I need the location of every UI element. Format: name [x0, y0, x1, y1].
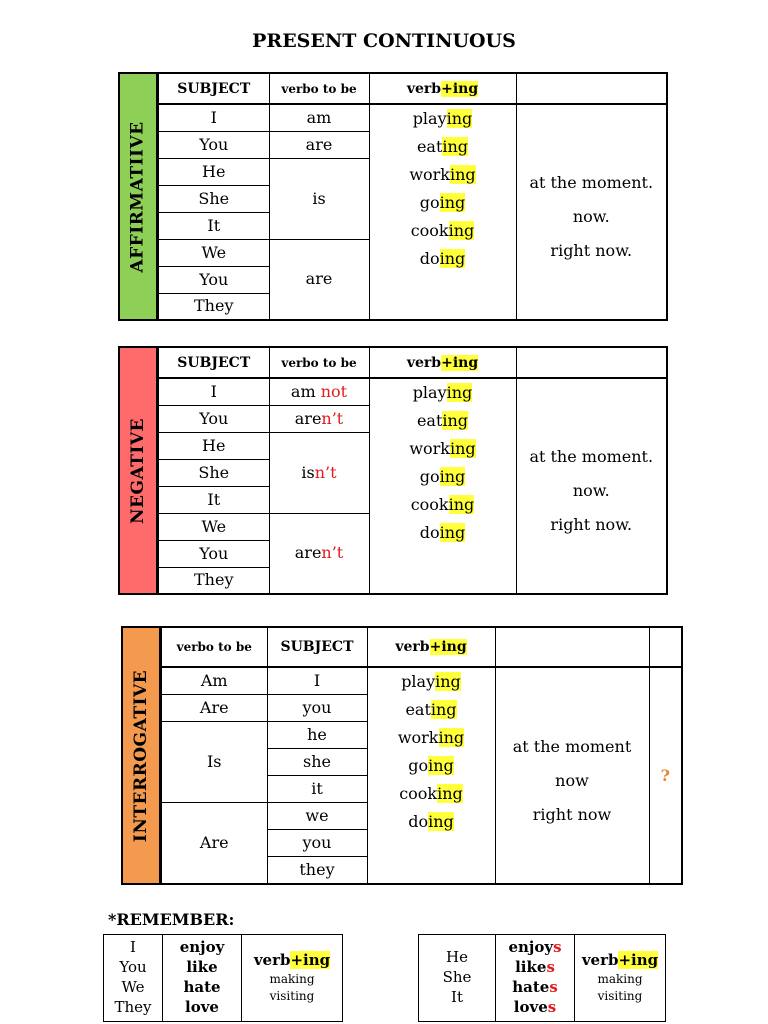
header-subject: SUBJECT: [158, 73, 269, 104]
to-be-cell: are: [269, 239, 369, 320]
subject-cell: we: [267, 803, 367, 830]
subject-cell: We: [158, 239, 269, 266]
to-be-cell: am: [269, 104, 369, 131]
interrogative-label: INTERROGATIVE: [121, 626, 161, 885]
verb-item: working: [409, 165, 476, 184]
subject-item: You: [119, 958, 147, 977]
verb-ing-label: verb+ing: [581, 951, 659, 970]
subject-cell: it: [267, 776, 367, 803]
question-mark: ?: [649, 667, 682, 884]
remember-subjects: [104, 935, 163, 1022]
subject-cell: you: [267, 694, 367, 721]
example-item: visiting: [269, 988, 315, 1003]
remember-verbs: [496, 935, 575, 1022]
header-subject: SUBJECT: [267, 627, 367, 667]
subject-cell: They: [158, 567, 269, 594]
to-be-cell: Are: [161, 694, 267, 721]
subject-cell: We: [158, 513, 269, 540]
time-item: now: [555, 770, 589, 790]
subject-item: She: [442, 968, 472, 987]
negative-label: NEGATIVE: [118, 346, 158, 595]
to-be-cell: aren’t: [269, 405, 369, 432]
to-be-cell: Are: [161, 803, 267, 884]
header-subject: SUBJECT: [158, 347, 269, 378]
subject-cell: He: [158, 432, 269, 459]
verb-item: playing: [412, 383, 473, 402]
verb-item: eating: [416, 137, 469, 156]
example-item: visiting: [597, 988, 643, 1003]
time-item: now.: [572, 481, 610, 500]
remember-ing: [575, 935, 666, 1022]
verb-item: going: [419, 193, 466, 212]
negative-table: [157, 346, 668, 595]
affirmative-label: AFFIRMATIIVE: [118, 72, 158, 321]
verb-item: working: [397, 728, 465, 748]
remember-subjects: [419, 935, 496, 1022]
remember-verbs: [163, 935, 242, 1022]
subject-cell: You: [158, 131, 269, 158]
subject-cell: It: [158, 212, 269, 239]
subject-cell: she: [267, 748, 367, 775]
header-empty: [649, 627, 682, 667]
subject-cell: She: [158, 185, 269, 212]
affirmative-table: [157, 72, 668, 321]
to-be-cell: isn’t: [269, 432, 369, 513]
verb-item: likes: [515, 958, 555, 977]
page-title: PRESENT CONTINUOUS: [252, 30, 516, 52]
time-expressions: [516, 104, 667, 320]
verb-list: [369, 104, 516, 320]
verb-item: loves: [513, 997, 557, 1016]
verb-item: eating: [416, 411, 469, 430]
time-item: right now.: [550, 241, 633, 260]
subject-item: They: [114, 997, 152, 1016]
header-verb-ing: verb+ing: [369, 347, 516, 378]
to-be-cell: am not: [269, 378, 369, 405]
subject-cell: I: [267, 667, 367, 694]
subject-item: He: [446, 948, 468, 967]
subject-item: I: [130, 938, 136, 957]
header-empty: [495, 627, 649, 667]
remember-right-table: [418, 934, 666, 1022]
subject-item: We: [121, 978, 145, 996]
verb-item: going: [408, 756, 454, 776]
subject-cell: he: [267, 721, 367, 748]
verb-item: cooking: [410, 495, 475, 514]
verb-item: doing: [419, 523, 466, 542]
subject-cell: He: [158, 158, 269, 185]
verb-item: cooking: [399, 784, 463, 804]
header-empty: [516, 73, 667, 104]
verb-list: [367, 667, 495, 884]
subject-cell: I: [158, 378, 269, 405]
remember-left-table: [103, 934, 343, 1022]
time-item: right now: [532, 804, 612, 824]
subject-cell: You: [158, 266, 269, 293]
example-item: making: [269, 972, 315, 987]
header-verb-ing: verb+ing: [369, 73, 516, 104]
interrogative-table: [160, 626, 683, 885]
subject-cell: You: [158, 540, 269, 567]
subject-cell: It: [158, 486, 269, 513]
time-item: now.: [572, 207, 610, 226]
verb-item: going: [419, 467, 466, 486]
verb-item: enjoys: [508, 938, 562, 957]
time-item: at the moment.: [529, 447, 654, 466]
to-be-cell: are: [269, 131, 369, 158]
header-to-be: verbo to be: [269, 73, 369, 104]
verb-item: working: [409, 439, 476, 458]
to-be-cell: Am: [161, 667, 267, 694]
verb-ing-label: verb+ing: [253, 951, 331, 970]
verb-item: cooking: [410, 221, 475, 240]
subject-cell: She: [158, 459, 269, 486]
example-item: making: [597, 972, 643, 987]
verb-item: hate: [183, 978, 221, 996]
subject-cell: you: [267, 830, 367, 857]
verb-item: doing: [419, 249, 466, 268]
time-expressions: [516, 378, 667, 594]
time-expressions: [495, 667, 649, 884]
header-to-be: verbo to be: [161, 627, 267, 667]
subject-cell: I: [158, 104, 269, 131]
to-be-cell: Is: [161, 721, 267, 802]
header-verb-ing: verb+ing: [367, 627, 495, 667]
subject-cell: they: [267, 857, 367, 884]
verb-list: [369, 378, 516, 594]
verb-item: playing: [401, 672, 461, 692]
verb-item: like: [186, 958, 218, 977]
subject-cell: They: [158, 293, 269, 320]
time-item: at the moment.: [529, 173, 654, 192]
verb-item: hates: [512, 978, 558, 996]
remember-ing: [242, 935, 343, 1022]
header-to-be: verbo to be: [269, 347, 369, 378]
to-be-cell: aren’t: [269, 513, 369, 594]
time-item: right now.: [550, 515, 633, 534]
header-empty: [516, 347, 667, 378]
verb-item: enjoy: [179, 938, 225, 957]
subject-cell: You: [158, 405, 269, 432]
verb-item: doing: [408, 812, 454, 832]
to-be-cell: is: [269, 158, 369, 239]
verb-item: love: [185, 997, 219, 1016]
verb-item: playing: [412, 109, 473, 128]
verb-item: eating: [405, 700, 457, 720]
time-item: at the moment: [512, 736, 632, 756]
remember-heading: *REMEMBER:: [108, 910, 235, 929]
subject-item: It: [451, 987, 463, 1006]
